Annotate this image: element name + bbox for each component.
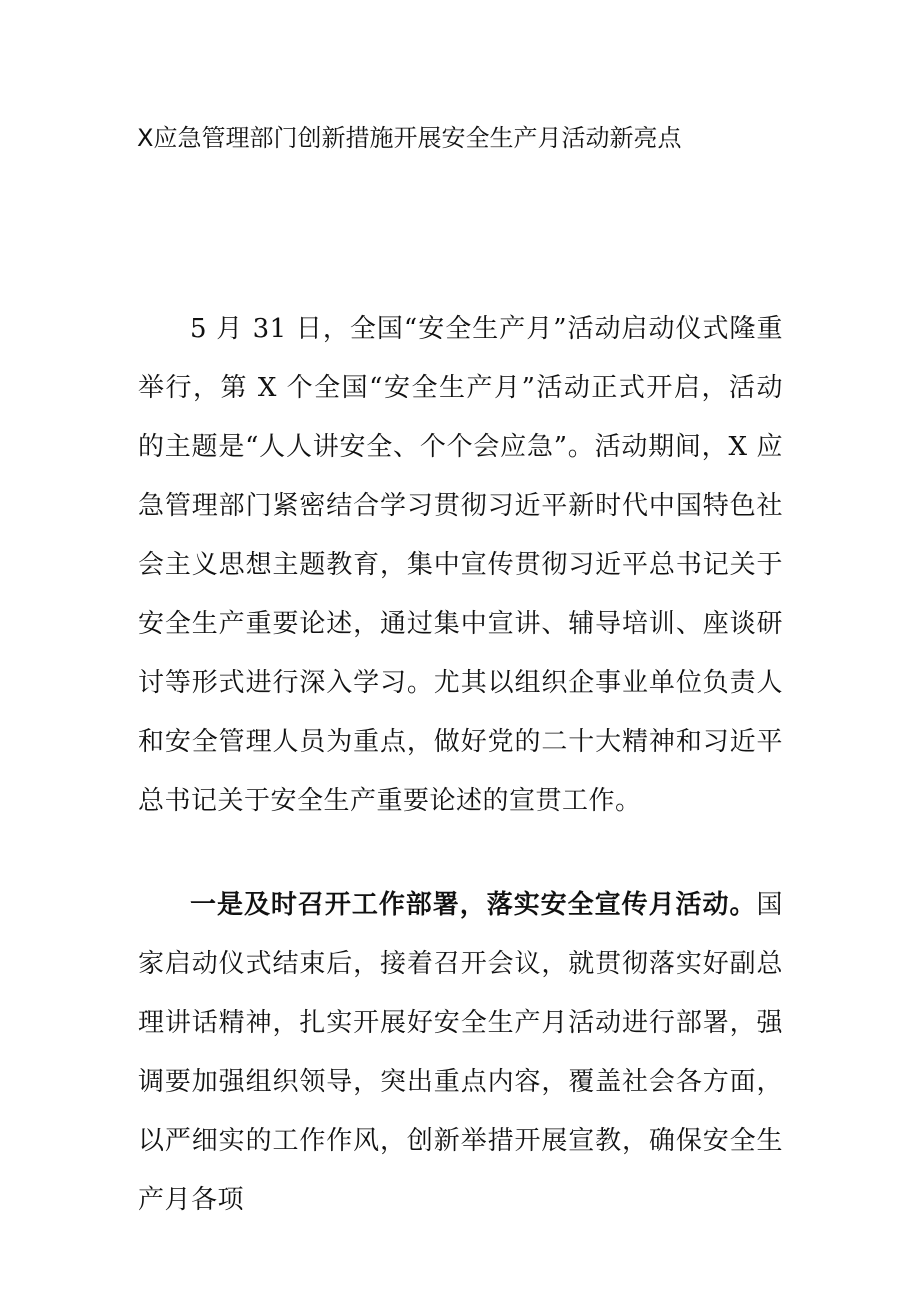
document-title: X应急管理部门创新措施开展安全生产月活动新亮点 (137, 124, 682, 152)
paragraph-heading: 一是及时召开工作部署，落实安全宣传月活动。 (190, 890, 757, 920)
paragraph-body: 国家启动仪式结束后，接着召开会议，就贯彻落实好副总理讲话精神，扎实开展好安全生产月活动进行部署，强调要加强组织领导，突出重点内容，覆盖社会各方面，以严细实的工作作风，创新举措开展宣教，确保安全生产月各项 (138, 890, 783, 1215)
paragraph-first-measure (138, 876, 783, 1230)
paragraph-intro: 5 月 31 日，全国“安全生产月”活动启动仪式隆重举行，第 X 个全国“安全生产月”活动正式开启，活动的主题是“人人讲安全、个个会应急”。活动期间，X 应急管理部门紧密结合学习贯彻习近平新时代中国特色社会主义思想主题教育，集中宣传贯彻习近平总书记关于安全生产重要论述，通过集中宣讲、辅导培训、座谈研讨等形式进行深入学习。尤其以组织企事业单位负责人和安全管理人员为重点，做好党的二十大精神和习近平总书记关于安全生产重要论述的宣贯工作。 (138, 314, 783, 816)
